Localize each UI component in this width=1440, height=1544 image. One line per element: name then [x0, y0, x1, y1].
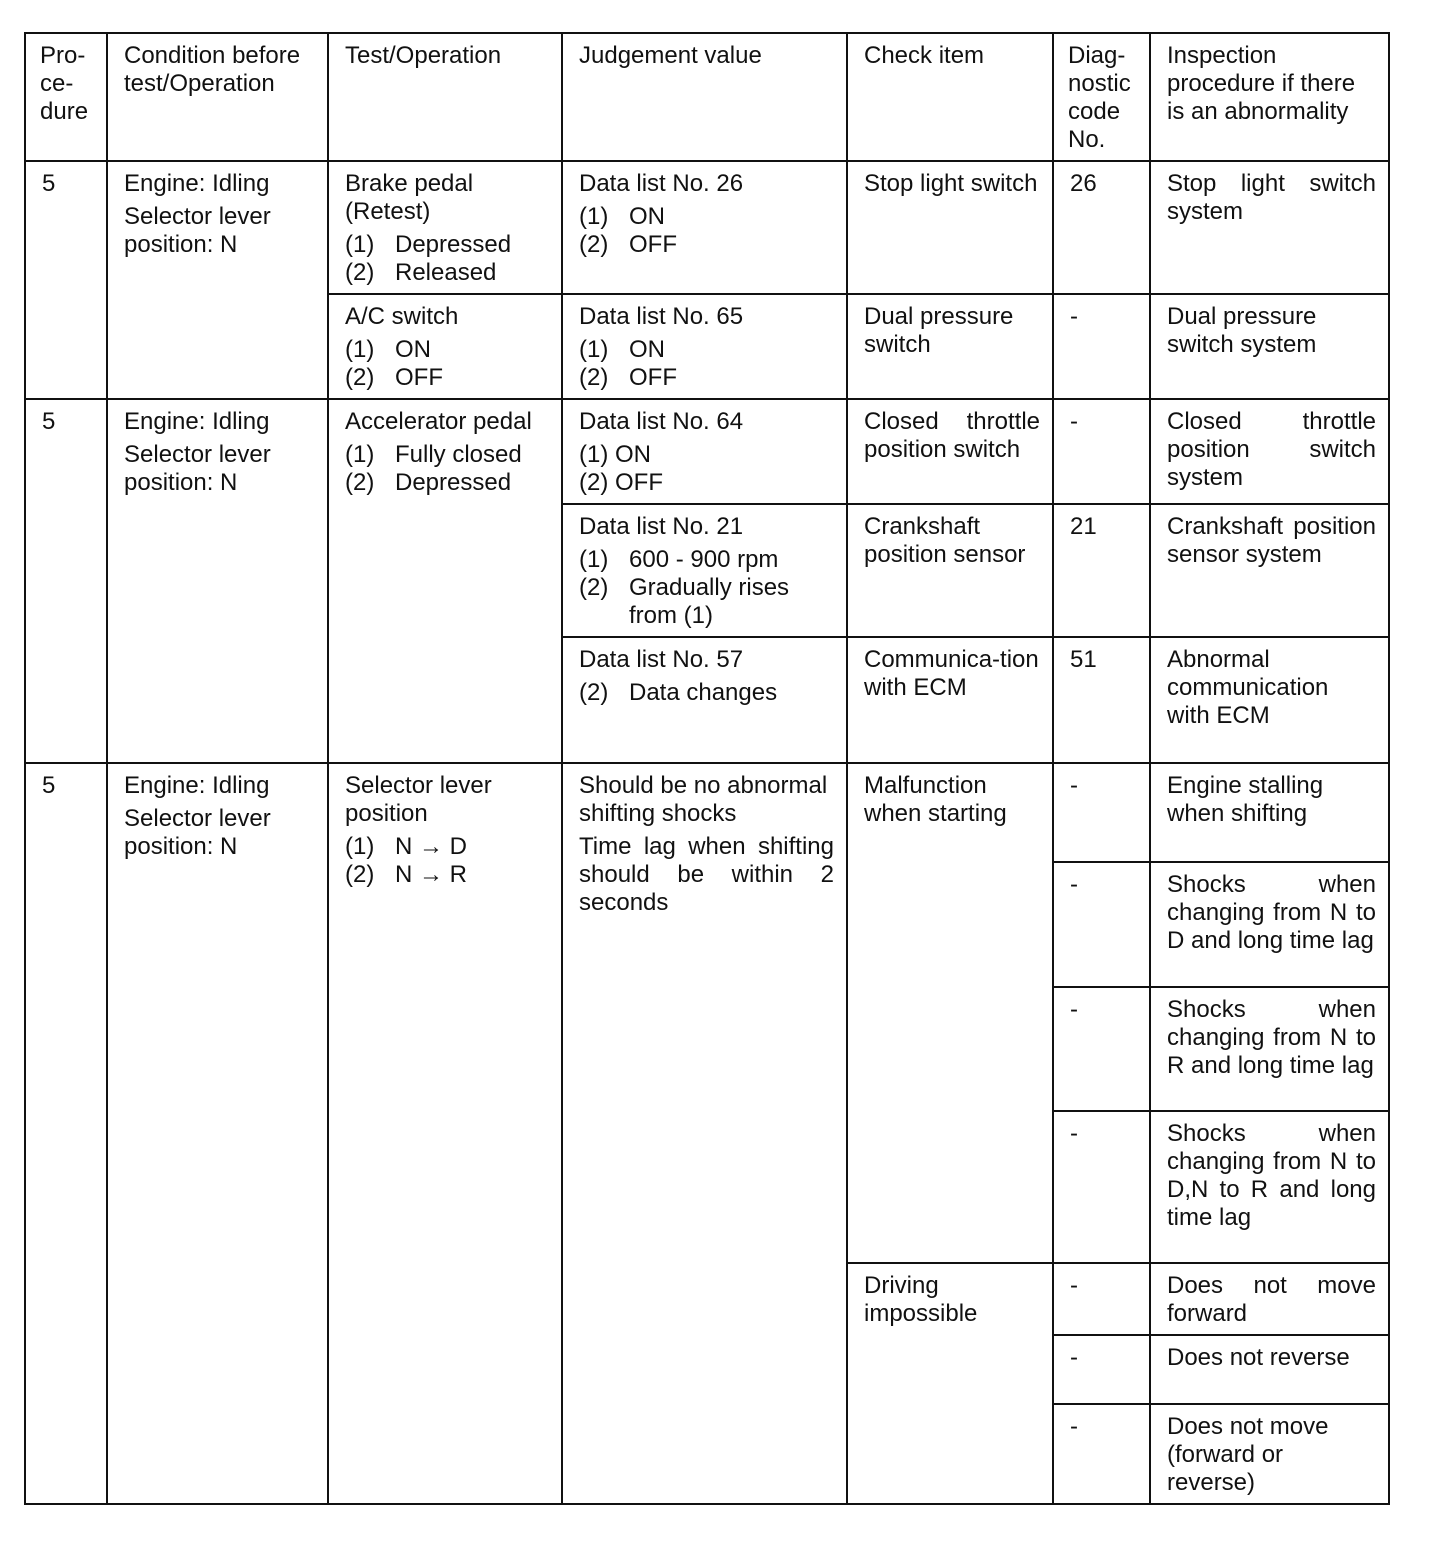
test-item: [345, 441, 549, 469]
item-text: Released: [395, 259, 497, 286]
test-item: [345, 833, 549, 861]
check-item-cell: Driving impossible: [847, 1263, 1053, 1504]
procedure-cell: 5: [25, 161, 107, 399]
item-text: Depressed: [395, 469, 512, 496]
inspection-cell: Engine stalling when shifting: [1150, 763, 1389, 862]
judgement-text: Time lag when shifting should be within 2 seconds: [579, 833, 834, 916]
condition-line: Engine: Idling: [124, 408, 270, 435]
diagnostic-code-cell: -: [1053, 294, 1150, 399]
item-text: Depressed: [395, 231, 512, 258]
item-text: Fully closed: [395, 441, 522, 468]
condition-cell: [107, 161, 328, 399]
item-number: (1): [579, 336, 609, 363]
test-item: [345, 231, 549, 259]
header-condition: Condition before test/Operation: [107, 33, 328, 161]
test-item: [345, 469, 549, 497]
judgement-cell: [562, 637, 847, 763]
header-row: [25, 33, 1389, 161]
item-number: (1): [579, 203, 609, 230]
header-check-item: Check item: [847, 33, 1053, 161]
inspection-cell: Closed throttle position switch system: [1150, 399, 1389, 504]
check-item-cell: Crankshaft position sensor: [847, 504, 1053, 637]
judgement-item: [579, 574, 834, 630]
diagnostic-code-cell: -: [1053, 763, 1150, 862]
table-row: [25, 399, 1389, 504]
judgement-cell: [562, 399, 847, 504]
judgement-cell: [562, 161, 847, 294]
item-text: ON: [629, 336, 665, 363]
test-title: A/C switch: [345, 303, 459, 330]
item-text: 600 - 900 rpm: [629, 546, 779, 573]
item-text: OFF: [395, 364, 443, 391]
inspection-cell: Dual pressure switch system: [1150, 294, 1389, 399]
item-number: (2): [345, 259, 375, 286]
diagnostic-code-cell: -: [1053, 1111, 1150, 1263]
judgement-item: [579, 203, 834, 231]
header-diagnostic-code: Diag-nostic code No.: [1053, 33, 1150, 161]
condition-line: Selector lever position: N: [124, 203, 271, 258]
item-text: Data changes: [629, 679, 778, 706]
judgement-cell: [562, 504, 847, 637]
test-cell: [328, 161, 562, 294]
item-text: ON: [615, 441, 652, 468]
inspection-cell: Does not move forward: [1150, 1263, 1389, 1335]
item-number: (1): [345, 833, 375, 860]
item-number: (2): [345, 364, 375, 391]
check-item-cell: Malfunction when starting: [847, 763, 1053, 1263]
item-text: OFF: [629, 231, 677, 258]
item-number: (2): [345, 861, 375, 888]
inspection-cell: Abnormal communication with ECM: [1150, 637, 1389, 763]
test-title: Brake pedal (Retest): [345, 170, 474, 225]
diagnostic-code-cell: -: [1053, 862, 1150, 987]
condition-line: Selector lever position: N: [124, 805, 271, 860]
judgement-item: [579, 441, 834, 469]
item-text: OFF: [615, 469, 664, 496]
diagnostic-code-cell: 21: [1053, 504, 1150, 637]
diagnostic-code-cell: -: [1053, 1335, 1150, 1404]
test-title: Accelerator pedal: [345, 408, 532, 435]
item-text: ON: [395, 336, 431, 363]
check-item-cell: Communica-tion with ECM: [847, 637, 1053, 763]
item-number: (1): [345, 336, 375, 363]
test-item: [345, 364, 549, 392]
inspection-cell: Crankshaft position sensor system: [1150, 504, 1389, 637]
inspection-cell: Shocks when changing from N to D and long time lag: [1150, 862, 1389, 987]
item-number: (2): [579, 231, 609, 258]
item-number: (2): [579, 364, 609, 391]
diagnostic-code-cell: 26: [1053, 161, 1150, 294]
item-number: (2): [579, 574, 609, 601]
inspection-cell: Shocks when changing from N to R and long time lag: [1150, 987, 1389, 1111]
judgement-cell: [562, 763, 847, 1504]
item-text: N → D: [395, 833, 467, 860]
condition-line: Engine: Idling: [124, 170, 270, 197]
item-text: Gradually rises from (1): [629, 574, 790, 629]
table-row: [25, 763, 1389, 862]
judgement-title: Data list No. 64: [579, 408, 744, 435]
judgement-title: Data list No. 57: [579, 646, 744, 673]
item-number: (1): [579, 546, 609, 573]
item-number: (1): [345, 441, 375, 468]
inspection-cell: Does not reverse: [1150, 1335, 1389, 1404]
diagnostic-code-cell: -: [1053, 1404, 1150, 1504]
test-title: Selector lever position: [345, 772, 492, 827]
check-item-cell: Dual pressure switch: [847, 294, 1053, 399]
test-item: [345, 861, 549, 889]
header-inspection-procedure: Inspection procedure if there is an abnormality: [1150, 33, 1389, 161]
item-text: ON: [629, 203, 665, 230]
header-test-operation: Test/Operation: [328, 33, 562, 161]
item-number: (2): [579, 679, 609, 706]
judgement-text: Should be no abnormal shifting shocks: [579, 772, 828, 827]
test-cell: [328, 294, 562, 399]
test-cell: [328, 399, 562, 763]
diagnostic-code-cell: -: [1053, 987, 1150, 1111]
condition-cell: [107, 763, 328, 1504]
judgement-title: Data list No. 26: [579, 170, 744, 197]
table-row: [25, 161, 1389, 294]
inspection-table-page: [24, 32, 1388, 1505]
judgement-item: [579, 469, 834, 497]
condition-line: Engine: Idling: [124, 772, 270, 799]
condition-cell: [107, 399, 328, 763]
test-cell: [328, 763, 562, 1504]
item-number: (2): [345, 469, 375, 496]
test-item: [345, 336, 549, 364]
inspection-cell: Stop light switch system: [1150, 161, 1389, 294]
condition-line: Selector lever position: N: [124, 441, 271, 496]
judgement-item: [579, 364, 834, 392]
diagnostic-code-cell: -: [1053, 1263, 1150, 1335]
item-number: (1): [579, 441, 609, 468]
test-item: [345, 259, 549, 287]
item-number: (2): [579, 469, 609, 496]
judgement-item: [579, 679, 834, 707]
inspection-cell: Shocks when changing from N to D,N to R and long time lag: [1150, 1111, 1389, 1263]
judgement-item: [579, 336, 834, 364]
judgement-title: Data list No. 65: [579, 303, 744, 330]
check-item-cell: Closed throttle position switch: [847, 399, 1053, 504]
procedure-cell: 5: [25, 763, 107, 1504]
inspection-table: [24, 32, 1390, 1505]
item-text: N → R: [395, 861, 467, 888]
item-number: (1): [345, 231, 375, 258]
header-procedure: Pro-ce-dure: [25, 33, 107, 161]
inspection-cell: Does not move (forward or reverse): [1150, 1404, 1389, 1504]
judgement-title: Data list No. 21: [579, 513, 744, 540]
check-item-cell: Stop light switch: [847, 161, 1053, 294]
procedure-cell: 5: [25, 399, 107, 763]
diagnostic-code-cell: 51: [1053, 637, 1150, 763]
judgement-item: [579, 231, 834, 259]
judgement-cell: [562, 294, 847, 399]
item-text: OFF: [629, 364, 677, 391]
judgement-item: [579, 546, 834, 574]
header-judgement-value: Judgement value: [562, 33, 847, 161]
diagnostic-code-cell: -: [1053, 399, 1150, 504]
